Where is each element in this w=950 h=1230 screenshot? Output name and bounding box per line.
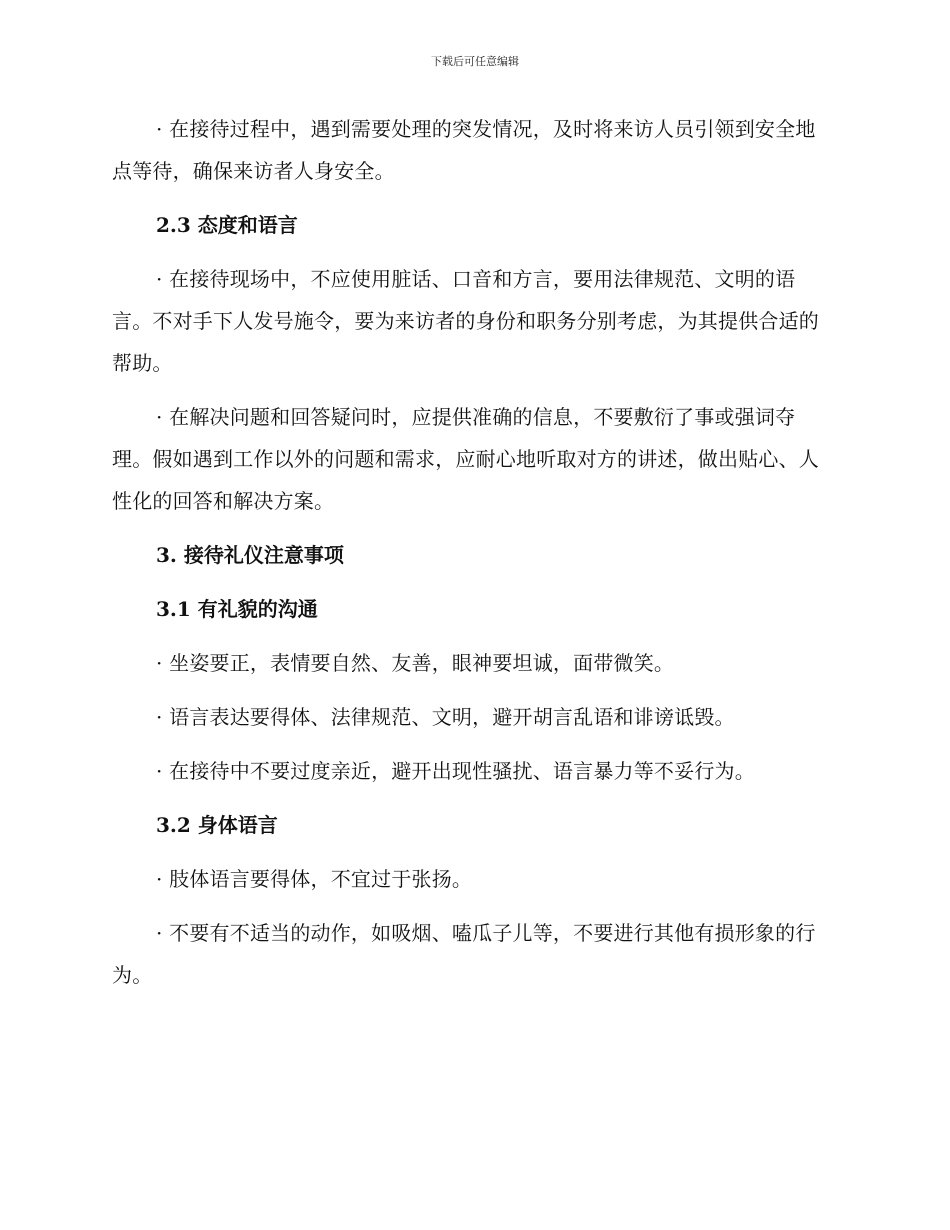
- paragraph-body-language: · 肢体语言要得体，不宜过于张扬。: [156, 867, 473, 891]
- section-heading-3-1: 3.1 有礼貌的沟通: [156, 597, 318, 621]
- page-header: 下载后可任意编辑: [431, 55, 519, 68]
- paragraph-appropriate-distance: · 在接待中不要过度亲近，避开出现性骚扰、语言暴力等不妥行为。: [156, 759, 755, 783]
- section-heading-3-2: 3.2 身体语言: [156, 813, 278, 837]
- paragraph-inappropriate-actions: · 不要有不适当的动作，如吸烟、嗑瓜子儿等，不要进行其他有损形象的行为。: [112, 921, 816, 987]
- paragraph-answering-questions: · 在解决问题和回答疑问时，应提供准确的信息，不要敷衍了事或强词夺理。假如遇到工作以外的问题和需求，应耐心地听取对方的讲述，做出贴心、人性化的回答和解决方案。: [112, 405, 819, 513]
- paragraph-language-standards: · 在接待现场中，不应使用脏话、口音和方言，要用法律规范、文明的语言。不对手下人发号施令，要为来访者的身份和职务分别考虑，为其提供合适的帮助。: [112, 267, 819, 375]
- paragraph-proper-expression: · 语言表达要得体、法律规范、文明，避开胡言乱语和诽谤诋毁。: [156, 705, 735, 729]
- section-heading-2-3: 2.3 态度和语言: [156, 213, 298, 237]
- paragraph-posture-expression: · 坐姿要正，表情要自然、友善，眼神要坦诚，面带微笑。: [156, 651, 675, 675]
- section-heading-3: 3. 接待礼仪注意事项: [156, 543, 344, 567]
- paragraph-emergency-guidance: · 在接待过程中，遇到需要处理的突发情况，及时将来访人员引领到安全地点等待，确保来访者人身安全。: [112, 117, 816, 183]
- document-body: [112, 108, 832, 996]
